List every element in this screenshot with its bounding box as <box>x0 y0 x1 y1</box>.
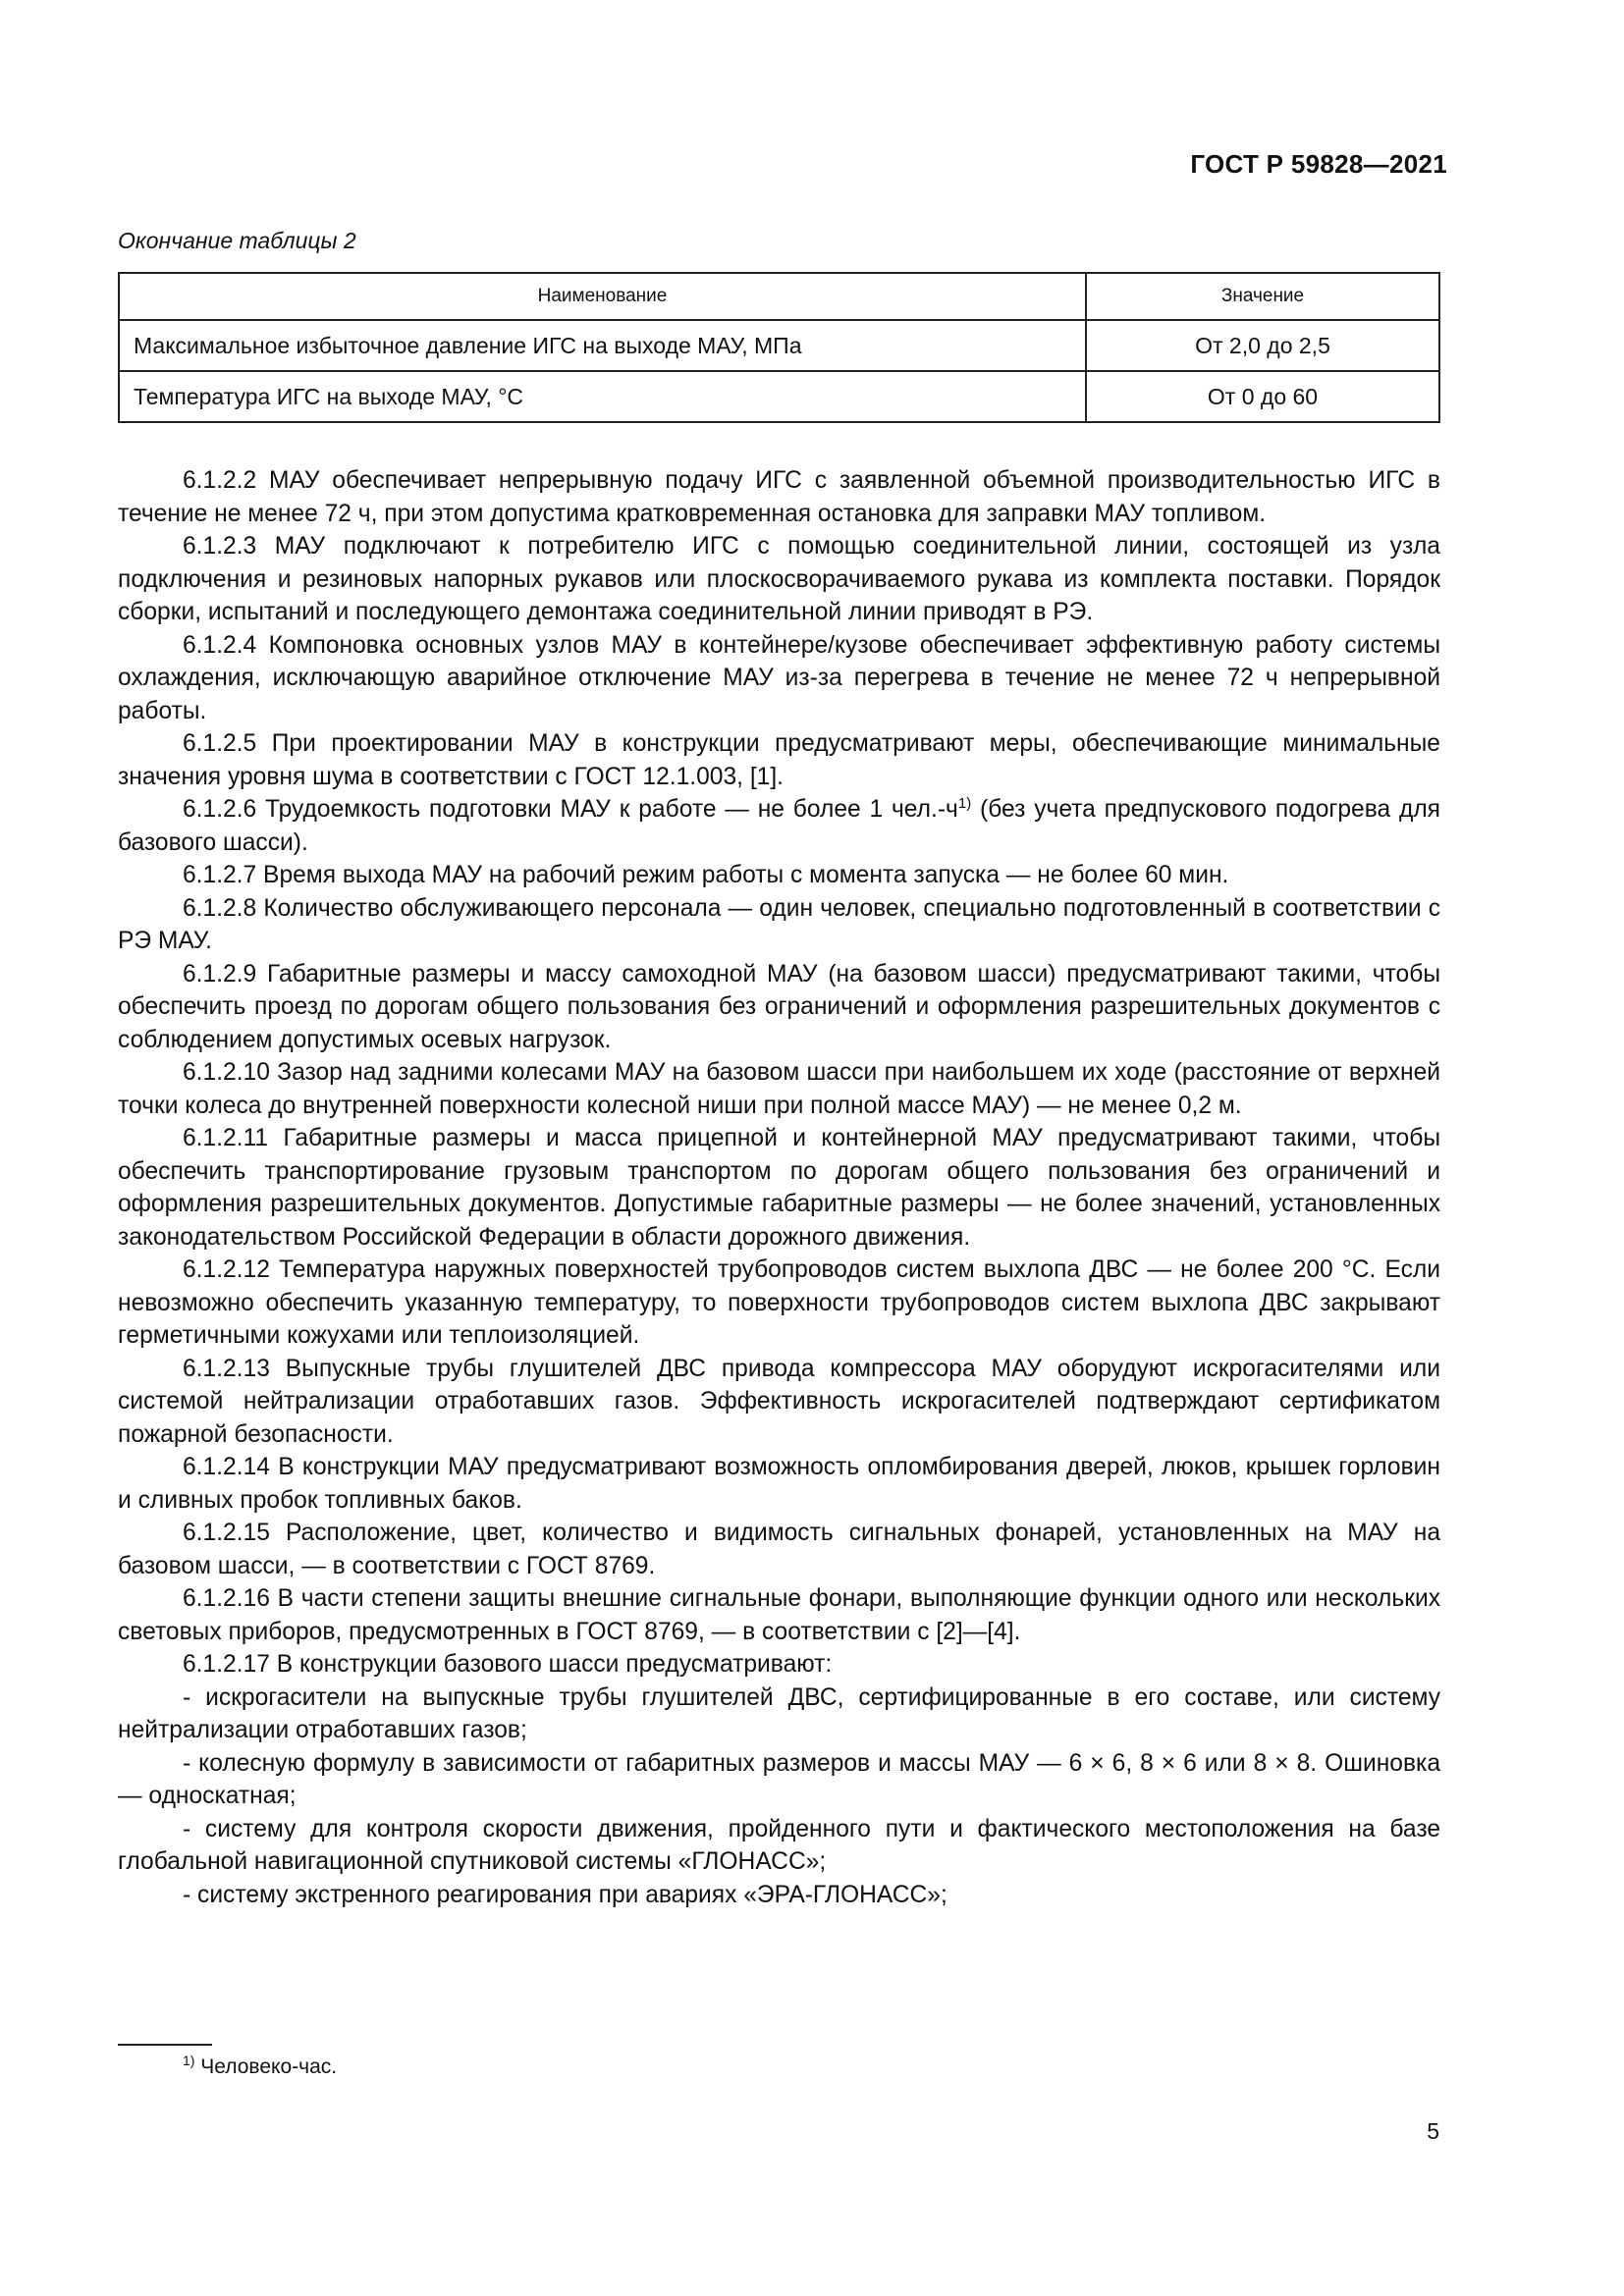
table-row <box>119 320 1439 371</box>
footnote <box>183 2053 337 2079</box>
table-cell-name: Максимальное избыточное давление ИГС на выходе МАУ, МПа <box>119 320 1086 371</box>
table-row <box>119 371 1439 422</box>
paragraph-6-1-2-15: 6.1.2.15 Расположение, цвет, количество и видимость сигнальных фонарей, установленных на МАУ на базовом шасси, — в соответствии с ГОСТ 8769. <box>118 1520 1440 1579</box>
parameters-table <box>118 272 1440 423</box>
footnote-mark: 1) <box>183 2053 195 2068</box>
column-header-value: Значение <box>1086 273 1439 320</box>
list-item: - систему экстренного реагирования при авариях «ЭРА-ГЛОНАСС»; <box>183 1881 947 1908</box>
paragraph-6-1-2-13: 6.1.2.13 Выпускные трубы глушителей ДВС привода компрессора МАУ оборудуют искрогасителями или системой нейтрализации отработавших газов. Эффективность искрогасителей подтверждают сертификатом пожарной безопасности. <box>118 1355 1440 1448</box>
paragraph-6-1-2-12: 6.1.2.12 Температура наружных поверхностей трубопроводов систем выхлопа ДВС — не более 200 °С. Если невозможно обеспечить указанную температуру, то поверхности трубопроводов систем выхлопа ДВС закрывают герметичными кожухами или теплоизоляцией. <box>118 1256 1440 1349</box>
paragraph-6-1-2-3: 6.1.2.3 МАУ подключают к потребителю ИГС с помощью соединительной линии, состоящей из узла подключения и резиновых напорных рукавов или плоскосворачиваемого рукава из комплекта поставки. Порядок сборки, испытаний и последующего демонтажа соединительной линии приводят в РЭ. <box>118 533 1440 625</box>
paragraph-text: 6.1.2.6 Трудоемкость подготовки МАУ к работе — не более 1 чел.-ч <box>183 796 958 823</box>
paragraph-6-1-2-10: 6.1.2.10 Зазор над задними колесами МАУ на базовом шасси при наибольшем их ходе (расстояние от верхней точки колеса до внутренней поверхности колесной ниши при полной массе МАУ) — не менее 0,2 м. <box>118 1059 1440 1119</box>
paragraph-6-1-2-17: 6.1.2.17 В конструкции базового шасси предусматривают: <box>183 1651 833 1678</box>
footnote-text: Человеко-час. <box>194 2056 338 2078</box>
document-header-id: ГОСТ Р 59828—2021 <box>1190 149 1447 179</box>
paragraph-6-1-2-7: 6.1.2.7 Время выхода МАУ на рабочий режим работы с момента запуска — не более 60 мин. <box>183 862 1229 888</box>
list-item: - колесную формулу в зависимости от габаритных размеров и массы МАУ — 6 × 6, 8 × 6 или 8 × 8. Ошиновка — односкатная; <box>118 1749 1440 1809</box>
paragraph-text: (без учета предпускового подогрева для базового шасси). <box>118 796 1440 856</box>
paragraph-6-1-2-4: 6.1.2.4 Компоновка основных узлов МАУ в контейнере/кузове обеспечивает эффективную работу системы охлаждения, исключающую аварийное отключение МАУ из-за перегрева в течение не менее 72 ч непрерывной работы. <box>118 631 1440 724</box>
paragraph-6-1-2-11: 6.1.2.11 Габаритные размеры и масса прицепной и контейнерной МАУ предусматривают такими, чтобы обеспечить транспортирование грузовым транспортом по дорогам общего пользования без ограничений и оформления разрешительных документов. Допустимые габаритные размеры — не более значений, установленных законодательством Российской Федерации в области дорожного движения. <box>118 1125 1440 1251</box>
paragraph-6-1-2-16: 6.1.2.16 В части степени защиты внешние сигнальные фонари, выполняющие функции одного или нескольких световых приборов, предусмотренных в ГОСТ 8769, — в соответствии с [2]—[4]. <box>118 1585 1440 1645</box>
table-cell-value: От 0 до 60 <box>1086 371 1439 422</box>
table-cell-value: От 2,0 до 2,5 <box>1086 320 1439 371</box>
table-cell-name: Температура ИГС на выходе МАУ, °С <box>119 371 1086 422</box>
table-caption: Окончание таблицы 2 <box>118 228 356 253</box>
column-header-name: Наименование <box>119 273 1086 320</box>
document-body <box>118 464 1440 1911</box>
table-header-row <box>119 273 1439 320</box>
list-item: - искрогасители на выпускные трубы глушителей ДВС, сертифицированные в его составе, или систему нейтрализации отработавших газов; <box>118 1683 1440 1743</box>
paragraph-6-1-2-6 <box>118 793 1440 859</box>
paragraph-6-1-2-5: 6.1.2.5 При проектировании МАУ в конструкции предусматривают меры, обеспечивающие минимальные значения уровня шума в соответствии с ГОСТ 12.1.003, [1]. <box>118 730 1440 790</box>
paragraph-6-1-2-9: 6.1.2.9 Габаритные размеры и массу самоходной МАУ (на базовом шасси) предусматривают такими, чтобы обеспечить проезд по дорогам общего пользования без ограничений и оформления разрешительных документов с соблюдением допустимых осевых нагрузок. <box>118 960 1440 1053</box>
paragraph-6-1-2-8: 6.1.2.8 Количество обслуживающего персонала — один человек, специально подготовленный в соответствии с РЭ МАУ. <box>118 894 1440 954</box>
footnote-divider <box>118 2044 212 2046</box>
paragraph-6-1-2-14: 6.1.2.14 В конструкции МАУ предусматривают возможность опломбирования дверей, люков, крышек горловин и сливных пробок топливных баков. <box>118 1454 1440 1514</box>
list-item: - систему для контроля скорости движения, пройденного пути и фактического местоположения на базе глобальной навигационной спутниковой системы «ГЛОНАСС»; <box>118 1815 1440 1875</box>
paragraph-6-1-2-2: 6.1.2.2 МАУ обеспечивает непрерывную подачу ИГС с заявленной объемной производительностью ИГС в течение не менее 72 ч, при этом допустима кратковременная остановка для заправки МАУ топливом. <box>118 467 1440 527</box>
page-number: 5 <box>1427 2118 1439 2144</box>
footnote-reference: 1) <box>957 794 972 812</box>
